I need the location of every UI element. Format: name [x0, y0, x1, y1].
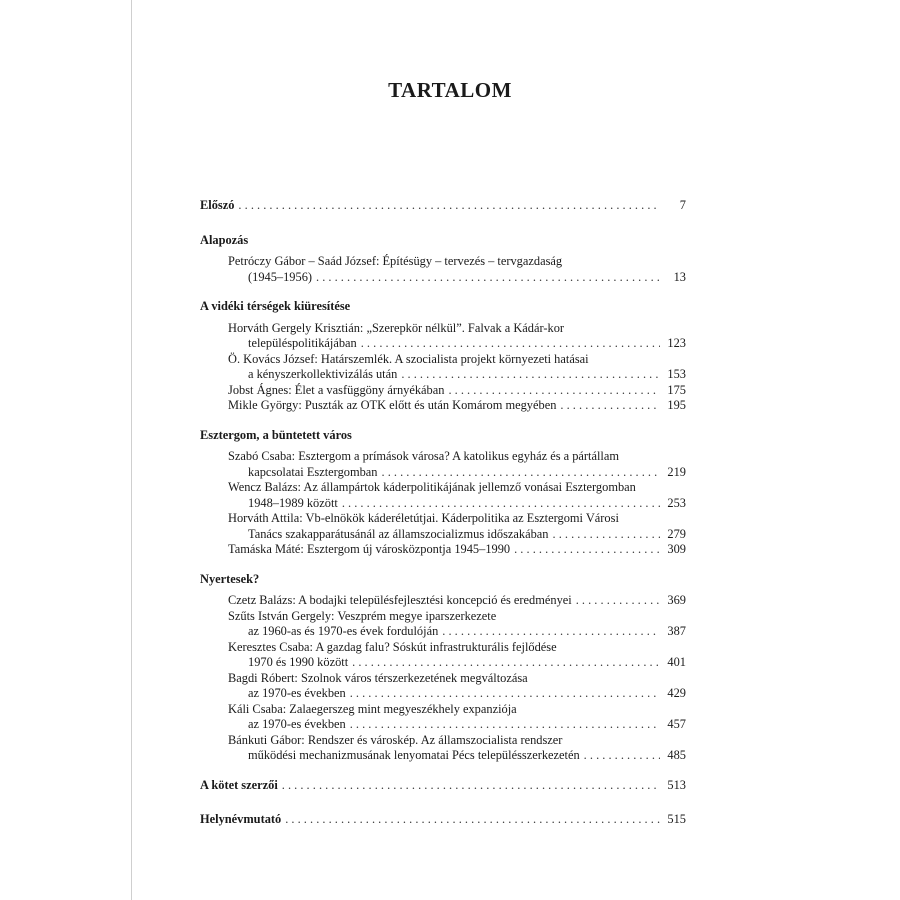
entry-line: Szabó Csaba: Esztergom a prímások városa? A katolikus egyház és a pártállam — [228, 449, 619, 463]
dot-leader — [361, 336, 660, 352]
toc-page-number: 13 — [673, 269, 686, 284]
dot-leader — [352, 655, 660, 671]
entry-line: Bagdi Róbert: Szolnok város térszerkezetének megváltozása — [228, 670, 528, 685]
toc-entry[interactable] — [200, 352, 686, 383]
toc-entry[interactable] — [200, 542, 686, 558]
toc-entry[interactable] — [200, 733, 686, 764]
toc-page-number: 175 — [667, 382, 686, 397]
toc-entry[interactable] — [200, 254, 686, 285]
entry-line: Mikle György: Puszták az OTK előtt és után Komárom megyében — [228, 398, 557, 412]
toc-page-number: 253 — [667, 495, 686, 510]
dot-leader — [282, 778, 660, 794]
dot-leader — [285, 812, 660, 828]
entry-line: Wencz Balázs: Az állampártok káderpolitikájának jellemző vonásai Esztergomban — [228, 480, 636, 494]
toc-page-number: 369 — [667, 593, 686, 607]
dot-leader — [448, 383, 660, 399]
toc-entry[interactable] — [200, 449, 686, 480]
dot-leader — [553, 527, 661, 543]
entry-line: Horváth Gergely Krisztián: „Szerepkör nélkül”. Falvak a Kádár-kor — [228, 320, 565, 335]
entry-line: az 1960-as és 1970-es évek fordulóján — [248, 624, 439, 638]
dot-leader — [316, 270, 660, 286]
toc-page-number: 429 — [667, 686, 686, 700]
dot-leader — [442, 624, 660, 640]
entry-line: működési mechanizmusának lenyomatai Pécs településszerkezetén — [248, 748, 580, 762]
toc-entry[interactable] — [200, 321, 686, 352]
dot-leader — [401, 367, 660, 383]
toc-entry[interactable] — [200, 480, 686, 511]
toc-entry[interactable] — [200, 671, 686, 702]
toc-entry[interactable] — [200, 593, 686, 609]
entry-line: településpolitikájában — [248, 336, 357, 350]
entry-line: kapcsolatai Esztergomban — [248, 464, 378, 479]
entry-line: 1948–1989 között — [248, 495, 338, 510]
entry-line: Czetz Balázs: A bodajki településfejlesztési koncepció és eredményei — [228, 593, 572, 607]
toc-page-number: 457 — [667, 717, 686, 731]
dot-leader — [514, 542, 660, 558]
page-edge-line — [131, 0, 132, 900]
entry-line: Tamáska Máté: Esztergom új városközpontja 1945–1990 — [228, 542, 511, 556]
section-heading: Esztergom, a büntetett város — [200, 427, 352, 442]
dot-leader — [560, 398, 660, 414]
section-heading: A vidéki térségek kiüresítése — [200, 299, 351, 313]
toc-label: A kötet szerzői — [200, 777, 278, 792]
toc-row-eloszo[interactable] — [200, 198, 686, 214]
entry-line: Káli Csaba: Zalaegerszeg mint megyeszékhely expanziója — [228, 701, 517, 716]
dot-leader — [576, 593, 660, 609]
entry-line: Jobst Ágnes: Élet a vasfüggöny árnyékában — [228, 382, 445, 397]
dot-leader — [382, 465, 661, 481]
toc-entry[interactable] — [200, 383, 686, 399]
toc-page-number: 195 — [667, 398, 686, 412]
page-title: TARTALOM — [388, 78, 512, 102]
toc-page-number: 515 — [667, 812, 686, 826]
entry-line: Horváth Attila: Vb-elnökök káderéletútjai. Káderpolitika az Esztergomi Városi — [228, 511, 619, 525]
toc-entry[interactable] — [200, 511, 686, 542]
entry-line: 1970 és 1990 között — [248, 655, 349, 669]
toc-page-number: 485 — [667, 748, 686, 762]
toc-row-index[interactable] — [200, 812, 686, 828]
entry-line: (1945–1956) — [248, 269, 313, 284]
toc-page-number: 153 — [667, 367, 686, 381]
dot-leader — [350, 717, 660, 733]
toc-page-number: 279 — [667, 526, 686, 541]
entry-line: Tanács szakapparátusánál az államszocializmus időszakában — [248, 526, 549, 541]
toc-page-number: 7 — [679, 198, 686, 212]
dot-leader — [238, 198, 660, 214]
toc-row-authors[interactable] — [200, 778, 686, 794]
entry-line: a kényszerkollektivizálás után — [248, 367, 398, 381]
entry-line: az 1970-es években — [248, 717, 346, 731]
toc-entry[interactable] — [200, 609, 686, 640]
toc-label: Előszó — [200, 198, 235, 212]
entry-line: az 1970-es években — [248, 686, 346, 700]
entry-line: Ö. Kovács József: Határszemlék. A szocialista projekt környezeti hatásai — [228, 351, 589, 366]
toc-entry[interactable] — [200, 702, 686, 733]
toc-page-number: 123 — [667, 336, 686, 350]
toc-page-number: 219 — [667, 464, 686, 479]
entry-line: Bánkuti Gábor: Rendszer és városkép. Az államszocialista rendszer — [228, 732, 563, 747]
section-heading: Nyertesek? — [200, 571, 260, 586]
section-heading: Alapozás — [200, 232, 249, 247]
dot-leader — [342, 496, 660, 512]
toc-page-number: 387 — [667, 624, 686, 638]
toc-entry[interactable] — [200, 398, 686, 414]
toc-label: Helynévmutató — [200, 812, 282, 826]
toc-page-number: 401 — [667, 655, 686, 669]
toc-entry[interactable] — [200, 640, 686, 671]
toc-page-number: 513 — [667, 777, 686, 792]
entry-line: Petróczy Gábor – Saád József: Építésügy – tervezés – tervgazdaság — [228, 254, 563, 268]
dot-leader — [350, 686, 660, 702]
toc-page-number: 309 — [667, 542, 686, 556]
table-of-contents — [200, 198, 686, 828]
dot-leader — [584, 748, 660, 764]
entry-line: Szűts István Gergely: Veszprém megye iparszerkezete — [228, 608, 497, 623]
entry-line: Keresztes Csaba: A gazdag falu? Sóskút infrastrukturális fejlődése — [228, 639, 557, 654]
